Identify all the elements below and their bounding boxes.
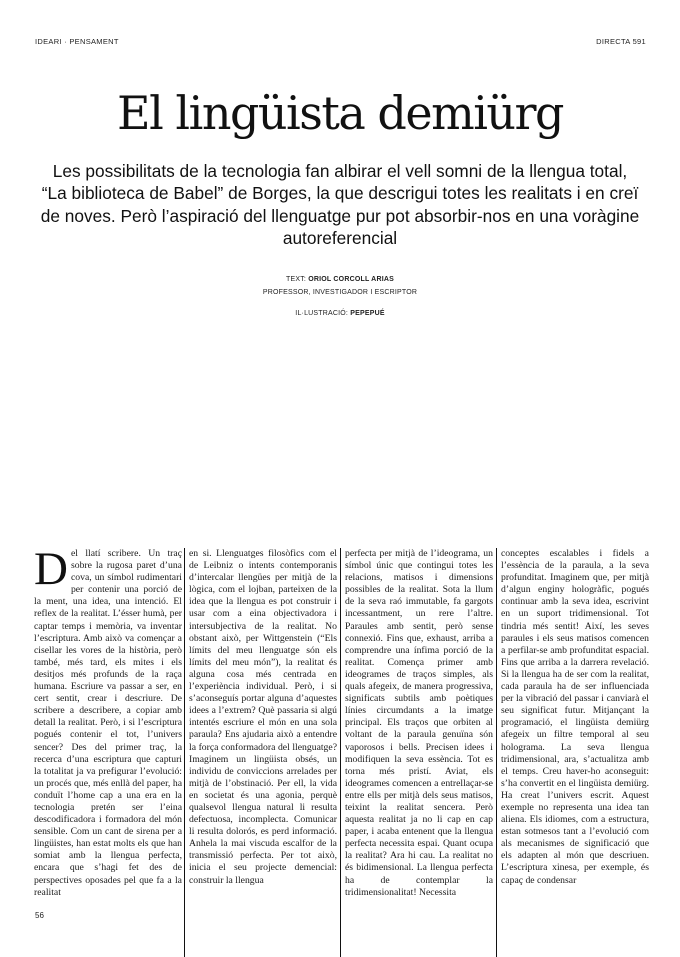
author-role: PROFESSOR, INVESTIGADOR I ESCRIPTOR	[262, 289, 418, 296]
magazine-issue: DIRECTA 591	[596, 37, 646, 46]
article-column-4	[501, 548, 649, 886]
illustration-label: IL·LUSTRACIÓ:	[295, 310, 351, 317]
column-text: perfecta per mitjà de l’ideograma, un símbol únic que contingui totes les relacions, matisos i dimensions possibles de la realitat. Sota la llum de la seva raó immutable, fa gargots incessantment, un rere l’altre. Paraules amb sentit, però sense connexió. Fins que, exhaust, arriba a comprendre una ínfima porció de la realitat. Comença primer amb ideogrames de traços simples, als quals afegeix, de manera progressiva, significats subtils amb poètiques línies circumdants a la imatge principal. Els traços que orbiten al voltant de la paraula genuïna són vaporosos i bells. Precisen idees i modifiquen la seva essència. Tot es torna més pristí. Aviat, els ideogrames comencen a entrellaçar-se entre ells per mitjà dels seus matisos, teixint la realitat sencera. Però aquesta realitat ja no li cap en cap paper, i acaba entenent que la llengua perfecta necessita espai. Quant ocupa la realitat? Ara hi cau. La realitat no és bidimensional. La llengua perfecta ha de contemplar la tridimensionalitat! Necessita	[345, 548, 493, 898]
illustration-credit	[0, 310, 680, 317]
article-title: El lingüista demiürg	[117, 86, 563, 140]
drop-cap: D	[34, 543, 68, 595]
article-lead: Les possibilitats de la tecnologia fan albirar el vell somni de la llengua total, “La biblioteca de Babel” de Borges, la que descrigui totes les realitats i en creï de noves. Però l’aspiració del llenguatge pur pot absorbir-nos en una voràgine autoreferencial	[40, 161, 640, 248]
column-divider	[184, 548, 185, 957]
column-divider	[496, 548, 497, 957]
article-column-1	[34, 543, 182, 898]
section-label: IDEARI · PENSAMENT	[35, 37, 119, 46]
column-text: conceptes escalables i fidels a l’essència de la paraula, a la seva profunditat. Imaginem que, per mitjà d’algun enginy hologràfic, pogués continuar amb la seva idea, escrivint en un suport tridimensional. Tot tindria més sentit! Així, les seves paraules i els seus matisos comencen a perfilar-se amb profunditat espacial. Fins que arriba a la darrera revelació. Si la llengua ha de ser com la realitat, cada paraula ha de ser influenciada per la vibració del passar i canviarà el seu significat futur. Mitjançant la programació, el lingüista demiürg afegeix un filtre temporal al seu holograma. La seva llengua tridimensional, ara, s’actualitza amb el temps. Creu haver-ho aconseguit: s’ha convertit en el lingüista demiürg. Ha creat l’univers escrit. Aquest exemple no representa una idea tan aliena. Els idiomes, com a estructura, estan sotmesos tant a l’evolució com als mecanismes de significació que els adapten al món que descriuen. L’escriptura xinesa, per exemple, és capaç de condensar	[501, 548, 649, 886]
column-divider	[340, 548, 341, 957]
article-column-3	[345, 548, 493, 898]
page-number: 56	[35, 911, 44, 920]
author-credit	[0, 276, 680, 283]
column-text: en si. Llenguatges filosòfics com el de Leibniz o intents contemporanis d’intercalar llengües per mitjà de la lògica, com el lojban, parteixen de la idea que la llengua es pot construir i usar com a eina objectivadora i intersubjectiva de la realitat. No obstant això, per Wittgenstein (“Els límits del meu llenguatge són els límits del meu món”), la realitat és alguna cosa més centrada en l’experiència individual. Però, i si s’aconseguís portar alguna d’aquestes idees a l’extrem? Què passaria si algú intentés escriure el món en una sola paraula? Ens ajudaria això a entendre la força conformadora del llenguatge? Imaginem un lingüista obsés, un individu de conviccions arrelades per mitjà de l’obstinació. Per ell, la vida en societat és una agonia, perquè qualsevol llengua natural li resulta defectuosa, incomplecta. Comunicar li resulta dolorós, es perd informació. Anhela la mai viscuda escalfor de la transmissió perfecta. Per tot això, inicia el seu projecte demencial: construir la llengua	[189, 548, 337, 886]
article-column-2	[189, 548, 337, 886]
illustrator-name: PEPEPUÉ	[350, 310, 385, 317]
author-name: ORIOL CORCOLL ARIAS	[308, 276, 394, 283]
text-label: TEXT:	[286, 276, 309, 283]
column-text: el llatí scribere. Un traç sobre la rugosa paret d’una cova, un símbol rudimentari per contenir una porció de la ment, una idea, una intenció. El reflex de la realitat. L’ésser humà, per captar temps i memòria, va inventar l’escriptura. Amb això va començar a cisellar les vores de la història, però també, més tard, els mites i els desitjos més profunds de la raça humana. Escriure va passar a ser, en cert sentit, crear i descriure. De scribere a describere, a copiar amb detall la realitat. Però, i si l’escriptura pogués contenir el tot, l’univers sencer? Des del primer traç, la recerca d’una escriptura que capturi la totalitat ja va prefigurar l’evolució: un procés que, més enllà del paper, ha conduït l’home cap a una era en la tecnologia pretén ser l’eina descodificadora i formadora del món sensible. Com un cant de sirena per a lingüistes, han estat molts els que han somiat amb la llengua perfecta, encara que s’hagi fet des de perspectives oposades pel que fa a la realitat	[34, 548, 182, 898]
